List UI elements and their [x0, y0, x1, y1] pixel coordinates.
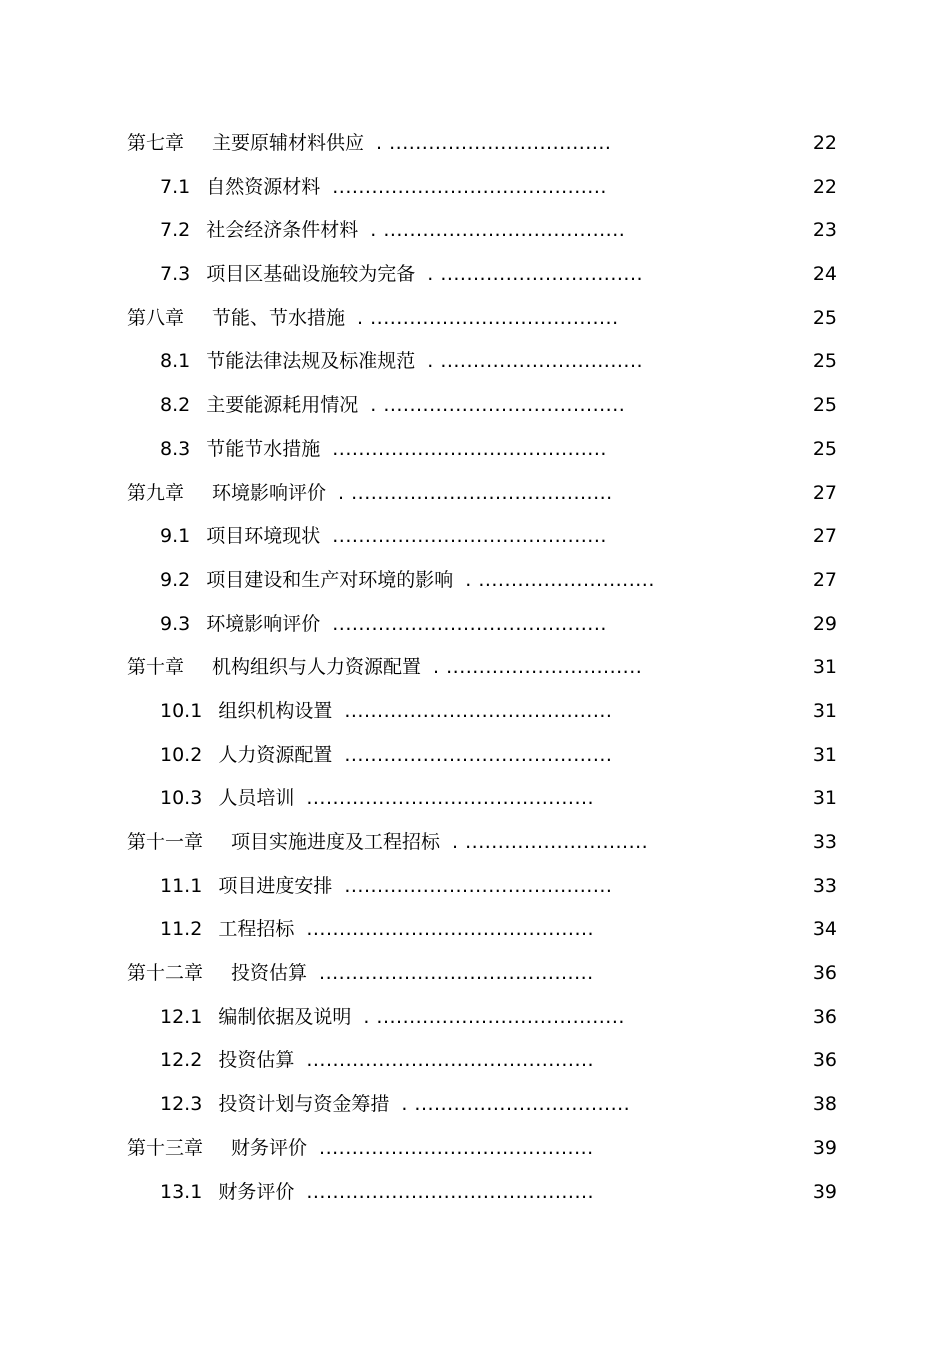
toc-entry-heading: [160, 384, 625, 428]
toc-dot-leader: . ...............................: [427, 263, 644, 286]
toc-dot-leader: . ............................: [452, 831, 649, 853]
toc-page-number: 39: [812, 1136, 837, 1159]
toc-dot-leader: .........................................: [344, 874, 613, 897]
toc-entry-title: 项目进度安排: [218, 874, 333, 897]
toc-entry-title: 自然资源材料: [206, 175, 321, 198]
toc-entry-title: 节能法律法规及标准规范: [206, 350, 416, 373]
toc-dot-leader: . .....................................: [370, 219, 626, 242]
toc-entry-title: 项目实施进度及工程招标: [231, 831, 441, 853]
toc-dot-leader: ..........................................: [332, 525, 607, 548]
toc-chapter-entry: [0, 122, 950, 166]
toc-entry-heading: [160, 209, 625, 253]
toc-dot-leader: ..........................................: [332, 175, 607, 198]
toc-entry-number: 第十章: [127, 656, 185, 679]
toc-page-number: 23: [812, 219, 837, 242]
toc-dot-leader: ..........................................: [332, 437, 607, 460]
toc-dot-leader: . .................................: [401, 1093, 631, 1116]
toc-entry-number: 第十一章: [127, 831, 204, 853]
toc-entry-title: 节能、节水措施: [212, 306, 346, 329]
toc-entry-heading: [127, 821, 648, 865]
toc-dot-leader: . ......................................: [363, 1005, 625, 1028]
toc-entry-title: 投资计划与资金筹措: [218, 1093, 390, 1116]
toc-entry-heading: [160, 690, 612, 734]
toc-dot-leader: .........................................: [344, 743, 613, 766]
toc-page-number: 22: [812, 175, 837, 198]
toc-dot-leader: . ..............................: [433, 656, 643, 679]
toc-entry-number: 9.1: [160, 525, 191, 548]
toc-entry-title: 人力资源配置: [218, 743, 333, 766]
toc-page-number: 25: [812, 306, 837, 329]
toc-entry-heading: [127, 297, 619, 341]
toc-entry-number: 12.2: [160, 1049, 203, 1072]
toc-entry-heading: [127, 472, 613, 516]
toc-entry-heading: [160, 428, 607, 472]
toc-section-entry: [0, 777, 950, 821]
toc-entry-number: 12.3: [160, 1093, 203, 1116]
toc-section-entry: [0, 1039, 950, 1083]
toc-entry-title: 工程招标: [218, 918, 295, 941]
toc-entry-title: 投资估算: [218, 1049, 295, 1072]
toc-section-entry: [0, 559, 950, 603]
toc-chapter-entry: [0, 472, 950, 516]
toc-dot-leader: ............................................: [306, 1180, 595, 1203]
toc-section-entry: [0, 428, 950, 472]
toc-entry-number: 9.2: [160, 568, 191, 591]
toc-entry-number: 7.3: [160, 263, 191, 286]
toc-page-number: 31: [812, 656, 837, 679]
toc-page-number: 27: [812, 525, 837, 548]
toc-entry-title: 主要能源耗用情况: [206, 394, 359, 417]
toc-entry-number: 7.2: [160, 219, 191, 242]
toc-entry-title: 社会经济条件材料: [206, 219, 359, 242]
toc-page-number: 29: [812, 612, 837, 635]
toc-section-entry: [0, 340, 950, 384]
toc-dot-leader: ............................................: [306, 918, 595, 941]
toc-page-number: 33: [812, 874, 837, 897]
toc-entry-number: 11.2: [160, 918, 203, 941]
toc-entry-title: 人员培训: [218, 787, 295, 810]
toc-page-number: 34: [812, 918, 837, 941]
toc-entry-heading: [127, 952, 594, 996]
toc-chapter-entry: [0, 821, 950, 865]
toc-entry-title: 项目区基础设施较为完备: [206, 263, 416, 286]
toc-page-number: 39: [812, 1180, 837, 1203]
toc-page-number: 31: [812, 699, 837, 722]
toc-page-number: 27: [812, 568, 837, 591]
toc-page-number: 31: [812, 743, 837, 766]
toc-entry-title: 环境影响评价: [206, 612, 321, 635]
toc-page-number: 38: [812, 1093, 837, 1116]
toc-section-entry: [0, 908, 950, 952]
toc-dot-leader: . ...........................: [465, 568, 655, 591]
toc-page-number: 25: [812, 350, 837, 373]
toc-entry-heading: [160, 515, 607, 559]
toc-page-number: 22: [812, 132, 837, 154]
toc-entry-title: 财务评价: [218, 1180, 295, 1203]
toc-entry-heading: [160, 253, 643, 297]
toc-page-number: 33: [812, 831, 837, 853]
toc-entry-heading: [127, 1127, 594, 1171]
toc-entry-heading: [160, 166, 607, 210]
toc-entry-number: 13.1: [160, 1180, 203, 1203]
toc-section-entry: [0, 690, 950, 734]
toc-section-entry: [0, 1083, 950, 1127]
toc-entry-heading: [160, 1039, 594, 1083]
toc-section-entry: [0, 734, 950, 778]
toc-chapter-entry: [0, 297, 950, 341]
toc-dot-leader: . .....................................: [370, 394, 626, 417]
toc-entry-title: 主要原辅材料供应: [212, 132, 365, 154]
toc-entry-title: 编制依据及说明: [218, 1005, 352, 1028]
toc-entry-title: 项目环境现状: [206, 525, 321, 548]
toc-entry-number: 12.1: [160, 1005, 203, 1028]
toc-section-entry: [0, 1171, 950, 1215]
toc-page-number: 25: [812, 394, 837, 417]
toc-page-number: 36: [812, 962, 837, 985]
toc-entry-number: 8.2: [160, 394, 191, 417]
toc-entry-title: 项目建设和生产对环境的影响: [206, 568, 454, 591]
toc-entry-heading: [160, 777, 594, 821]
toc-section-entry: [0, 166, 950, 210]
toc-dot-leader: . ........................................: [338, 481, 613, 504]
toc-page-number: 25: [812, 437, 837, 460]
toc-entry-heading: [160, 996, 625, 1040]
toc-chapter-entry: [0, 646, 950, 690]
toc-entry-heading: [160, 1171, 594, 1215]
toc-entry-heading: [160, 908, 594, 952]
toc-entry-title: 投资估算: [231, 962, 308, 985]
toc-entry-number: 第九章: [127, 481, 185, 504]
toc-dot-leader: ..........................................: [319, 1136, 594, 1159]
toc-entry-title: 组织机构设置: [218, 699, 333, 722]
toc-entry-heading: [160, 340, 643, 384]
toc-dot-leader: . ...............................: [427, 350, 644, 373]
toc-dot-leader: ..........................................: [319, 962, 594, 985]
table-of-contents: [0, 122, 950, 1214]
toc-entry-number: 8.1: [160, 350, 191, 373]
toc-entry-heading: [160, 603, 607, 647]
toc-page-number: 36: [812, 1005, 837, 1028]
toc-entry-number: 第八章: [127, 306, 185, 329]
toc-dot-leader: ............................................: [306, 787, 595, 810]
toc-dot-leader: .........................................: [344, 699, 613, 722]
toc-entry-title: 机构组织与人力资源配置: [212, 656, 422, 679]
toc-section-entry: [0, 253, 950, 297]
toc-entry-heading: [160, 559, 655, 603]
toc-entry-title: 节能节水措施: [206, 437, 321, 460]
toc-entry-number: 11.1: [160, 874, 203, 897]
toc-page-number: 27: [812, 481, 837, 504]
toc-chapter-entry: [0, 1127, 950, 1171]
toc-dot-leader: . ......................................: [357, 306, 619, 329]
toc-section-entry: [0, 515, 950, 559]
toc-entry-number: 9.3: [160, 612, 191, 635]
toc-entry-heading: [127, 646, 642, 690]
toc-page-number: 31: [812, 787, 837, 810]
toc-entry-number: 第七章: [127, 132, 185, 154]
toc-entry-heading: [160, 1083, 630, 1127]
toc-entry-heading: [160, 734, 612, 778]
toc-entry-number: 第十二章: [127, 962, 204, 985]
toc-section-entry: [0, 384, 950, 428]
toc-entry-number: 10.3: [160, 787, 203, 810]
toc-section-entry: [0, 209, 950, 253]
toc-dot-leader: . ..................................: [376, 132, 612, 154]
toc-chapter-entry: [0, 952, 950, 996]
toc-entry-number: 第十三章: [127, 1136, 204, 1159]
toc-entry-number: 10.1: [160, 699, 203, 722]
toc-section-entry: [0, 865, 950, 909]
toc-section-entry: [0, 603, 950, 647]
toc-entry-number: 7.1: [160, 175, 191, 198]
toc-entry-number: 8.3: [160, 437, 191, 460]
toc-entry-number: 10.2: [160, 743, 203, 766]
toc-page-number: 24: [812, 263, 837, 286]
toc-dot-leader: ..........................................: [332, 612, 607, 635]
toc-entry-heading: [160, 865, 612, 909]
toc-section-entry: [0, 996, 950, 1040]
toc-entry-heading: [127, 122, 611, 166]
toc-page-number: 36: [812, 1049, 837, 1072]
toc-entry-title: 环境影响评价: [212, 481, 327, 504]
toc-dot-leader: ............................................: [306, 1049, 595, 1072]
toc-entry-title: 财务评价: [231, 1136, 308, 1159]
